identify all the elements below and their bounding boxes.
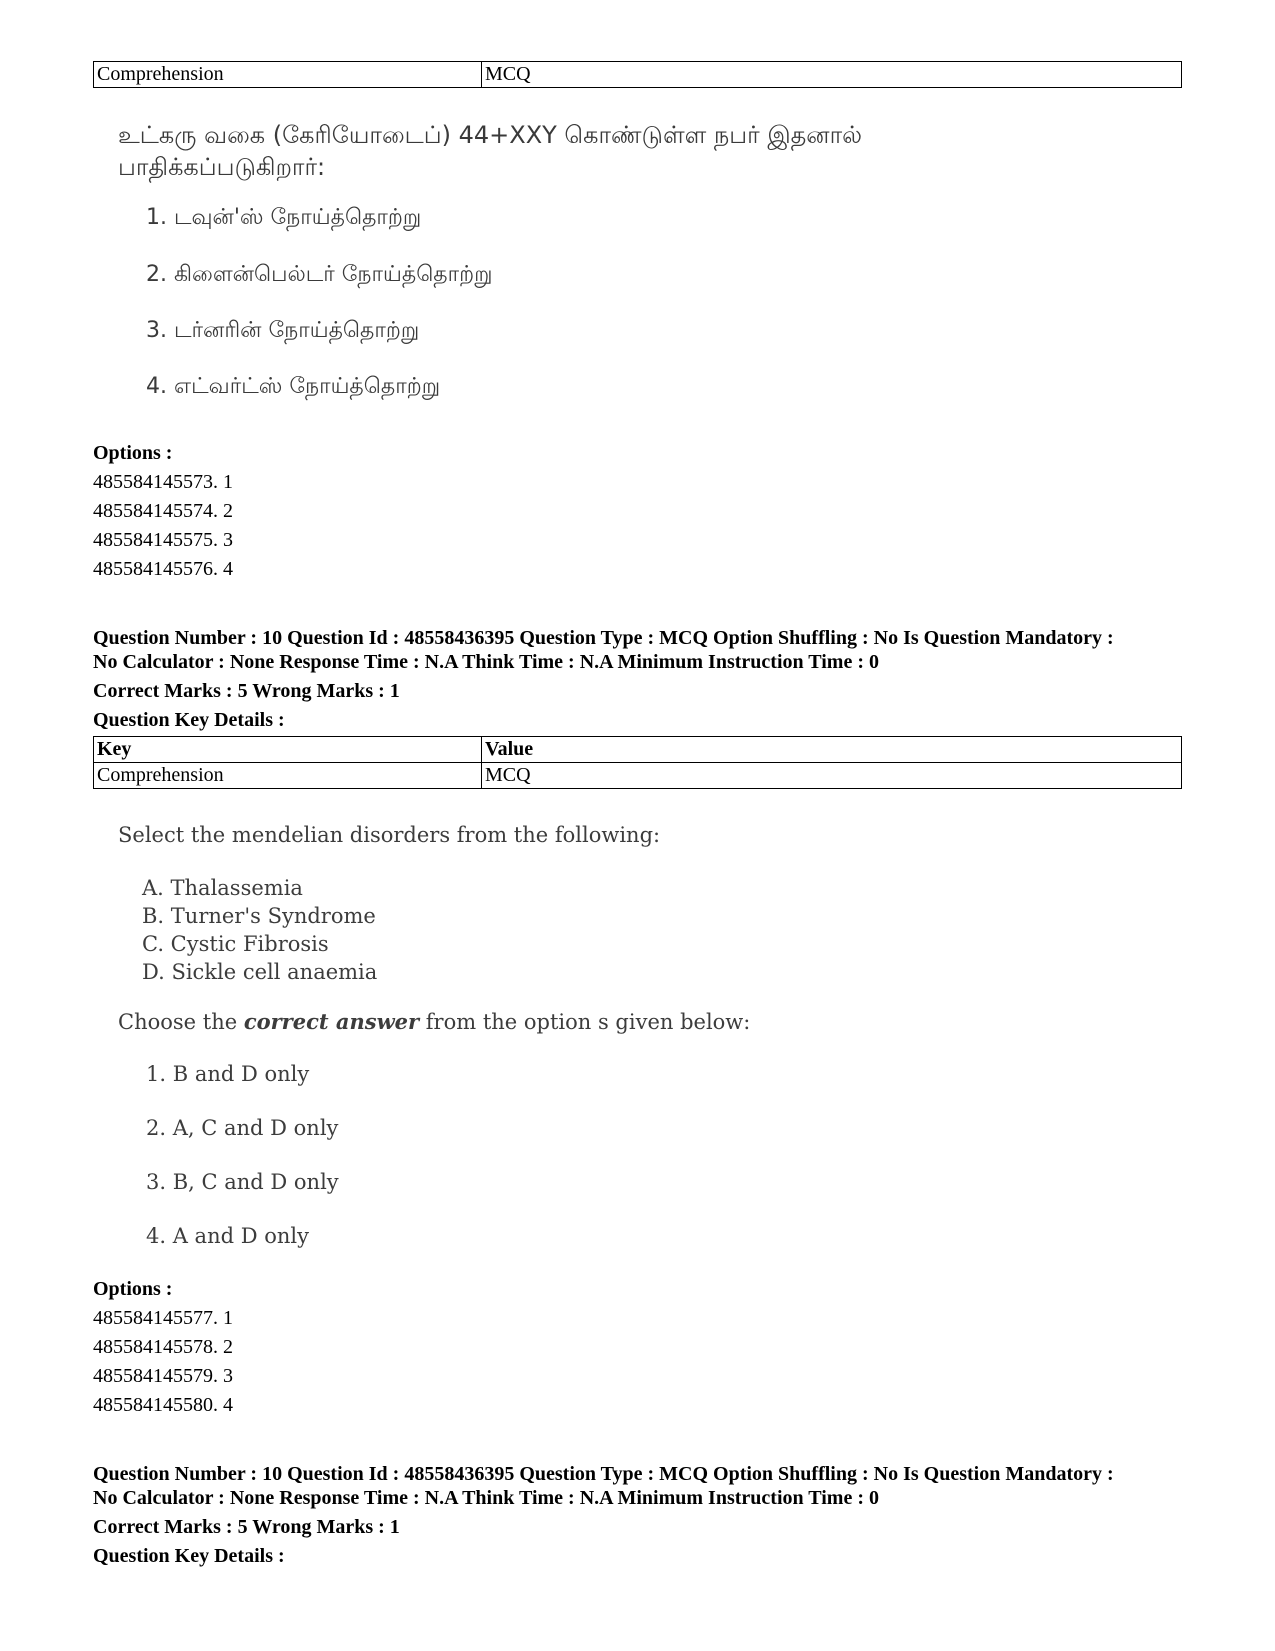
question-key-details-label: Question Key Details :	[93, 709, 285, 731]
question-9-choice-1: 1. டவுன்'ஸ் நோய்த்தொற்று	[146, 205, 422, 230]
question-key-table	[93, 736, 1182, 789]
question-9-choice-2: 2. கிளைன்பெல்டர் நோய்த்தொற்று	[146, 262, 493, 287]
option-item: 485584145573. 1	[93, 471, 233, 493]
question-10-stem: Select the mendelian disorders from the following:	[118, 823, 661, 847]
option-item: 485584145579. 3	[93, 1365, 233, 1387]
option-item: 485584145576. 4	[93, 558, 233, 580]
table-header-value: Value	[482, 737, 1182, 763]
table-row	[94, 62, 1182, 88]
options-label: Options :	[93, 442, 173, 464]
top-key-table	[93, 61, 1182, 88]
question-meta-line: Question Number : 10 Question Id : 48558436395 Question Type : MCQ Option Shuffling : No Is Question Mandatory :	[93, 627, 1114, 649]
table-cell-value: MCQ	[482, 763, 1182, 789]
option-item: 485584145580. 4	[93, 1394, 233, 1416]
table-cell-key: Comprehension	[94, 763, 482, 789]
option-item: 485584145574. 2	[93, 500, 233, 522]
statement-item: B. Turner's Syndrome	[142, 904, 376, 928]
statement-item: D. Sickle cell anaemia	[142, 960, 378, 984]
question-10-instruction	[118, 1009, 750, 1034]
question-meta-line: No Calculator : None Response Time : N.A Think Time : N.A Minimum Instruction Time : 0	[93, 651, 879, 673]
instruction-text: from the option s given below:	[419, 1010, 751, 1034]
question-marks: Correct Marks : 5 Wrong Marks : 1	[93, 1516, 400, 1538]
stem-line: பாதிக்கப்படுகிறார்:	[118, 153, 326, 181]
question-marks: Correct Marks : 5 Wrong Marks : 1	[93, 680, 400, 702]
stem-line: உட்கரு வகை (கேரியோடைப்) 44+XXY கொண்டுள்ள நபர் இதனால்	[118, 121, 863, 149]
question-9-choice-3: 3. டர்னரின் நோய்த்தொற்று	[146, 318, 420, 343]
question-10-choice-1: 1. B and D only	[146, 1062, 310, 1086]
table-row	[94, 763, 1182, 789]
table-header-key: Key	[94, 737, 482, 763]
instruction-text: Choose the	[118, 1010, 244, 1034]
question-meta-line: No Calculator : None Response Time : N.A Think Time : N.A Minimum Instruction Time : 0	[93, 1487, 879, 1509]
statement-item: C. Cystic Fibrosis	[142, 932, 329, 956]
question-10-choice-4: 4. A and D only	[146, 1224, 309, 1248]
option-item: 485584145575. 3	[93, 529, 233, 551]
option-item: 485584145578. 2	[93, 1336, 233, 1358]
options-label: Options :	[93, 1278, 173, 1300]
question-key-details-label: Question Key Details :	[93, 1545, 285, 1567]
table-cell-value: MCQ	[482, 62, 1182, 88]
instruction-emphasis: correct answer	[243, 1009, 420, 1034]
question-10-choice-3: 3. B, C and D only	[146, 1170, 339, 1194]
statement-item: A. Thalassemia	[142, 876, 303, 900]
option-item: 485584145577. 1	[93, 1307, 233, 1329]
question-10-statements	[142, 874, 377, 986]
question-10-choice-2: 2. A, C and D only	[146, 1116, 339, 1140]
table-header-row	[94, 737, 1182, 763]
question-9-choice-4: 4. எட்வர்ட்ஸ் நோய்த்தொற்று	[146, 374, 441, 399]
question-9-stem	[118, 119, 1118, 183]
question-meta-line: Question Number : 10 Question Id : 48558436395 Question Type : MCQ Option Shuffling : No Is Question Mandatory :	[93, 1463, 1114, 1485]
table-cell-key: Comprehension	[94, 62, 482, 88]
